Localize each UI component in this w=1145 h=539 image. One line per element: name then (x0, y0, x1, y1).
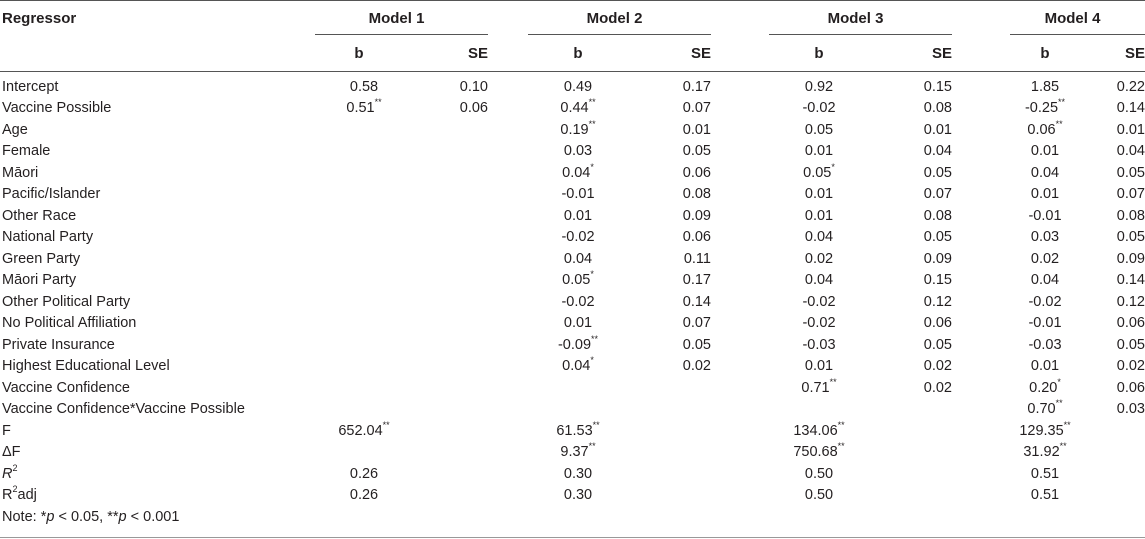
table-row (0, 356, 1145, 378)
cell-m3b: 0.01 (804, 358, 834, 375)
cell-m4b: -0.25** (1024, 97, 1066, 117)
table-row (0, 98, 1145, 120)
cell-m4b: -0.01 (1028, 315, 1062, 332)
cell-m2b: 0.01 (563, 315, 593, 332)
cell-m3b: 0.71** (801, 376, 837, 396)
cell-m1b: 0.26 (349, 465, 379, 482)
cell-m1se (413, 420, 488, 442)
cell-m1b: 0.58 (349, 78, 379, 95)
row-label: ΔF (2, 444, 21, 461)
cell-m2se: 0.01 (682, 121, 711, 138)
cell-m3b: 0.01 (804, 207, 834, 224)
cell-m3b: -0.03 (802, 336, 836, 353)
model-3-header: Model 3 (759, 1, 952, 36)
cell-m2se (638, 399, 711, 421)
cell-m2b: 0.19** (560, 118, 596, 138)
table-body (0, 72, 1145, 507)
cell-m3b: 0.04 (804, 229, 834, 246)
cell-m3b: 0.50 (804, 465, 834, 482)
row-label: Other Race (2, 207, 77, 224)
cell-m3se: 0.05 (923, 164, 952, 181)
cell-m2b: -0.02 (561, 229, 595, 246)
cell-m3b: 0.50 (804, 487, 834, 504)
cell-m4se: 0.05 (1116, 336, 1145, 353)
cell-m1se (413, 442, 488, 464)
cell-m2b (518, 399, 638, 421)
cell-m2b: 0.01 (563, 207, 593, 224)
table-row (0, 377, 1145, 399)
table-note: Note: *p < 0.05, **p < 0.001 (2, 509, 180, 525)
table-row (0, 248, 1145, 270)
cell-m1b (305, 442, 413, 464)
cell-m4b: 0.04 (1030, 164, 1060, 181)
table-row (0, 141, 1145, 163)
row-label: $R^2$ (2, 462, 18, 482)
cell-m1se (413, 377, 488, 399)
cell-m2b: 0.05* (562, 269, 594, 289)
cell-m3b: -0.02 (802, 100, 836, 117)
cell-m3b: -0.02 (802, 315, 836, 332)
cell-m1b (305, 141, 413, 163)
cell-m2b: 0.30 (563, 465, 593, 482)
cell-m4b: -0.03 (1028, 336, 1062, 353)
cell-m4se: 0.05 (1116, 229, 1145, 246)
row-label: Other Political Party (2, 293, 131, 310)
cell-m1se (413, 356, 488, 378)
cell-m2b: 0.04* (562, 161, 594, 181)
cell-m1se (413, 485, 488, 507)
header-row-models (0, 1, 1145, 36)
model-4-header: Model 4 (1000, 1, 1145, 36)
cell-m2b: -0.01 (561, 186, 595, 203)
cell-m3b: 0.92 (804, 78, 834, 95)
cell-m1se: 0.06 (459, 100, 488, 117)
cell-m4se: 0.02 (1116, 358, 1145, 375)
row-label: Private Insurance (2, 336, 115, 353)
cell-m4se: 0.08 (1116, 207, 1145, 224)
cell-m2se (638, 377, 711, 399)
bottom-rule (0, 537, 1145, 538)
table-row (0, 442, 1145, 464)
regressor-header: Regressor (0, 1, 305, 36)
cell-m4se: 0.12 (1116, 293, 1145, 310)
table-row (0, 334, 1145, 356)
cell-m2se: 0.11 (683, 250, 711, 267)
cell-m4se: 0.03 (1116, 401, 1145, 418)
header-row-subcolumns (0, 35, 1145, 72)
cell-m1se (413, 141, 488, 163)
cell-m4b: 0.70** (1027, 398, 1063, 418)
cell-m2b: 9.37** (560, 441, 596, 461)
cell-m2se: 0.06 (682, 164, 711, 181)
cell-m3b: 0.04 (804, 272, 834, 289)
cell-m2b: -0.02 (561, 293, 595, 310)
cell-m1b (305, 399, 413, 421)
model-4-se-header: SE (1080, 35, 1145, 72)
cell-m3b: 750.68** (793, 441, 845, 461)
cell-m2se: 0.07 (682, 315, 711, 332)
cell-m2se (638, 485, 711, 507)
cell-m3b (759, 399, 879, 421)
cell-m4b: 0.01 (1030, 186, 1060, 203)
model-4-b-header: b (1000, 35, 1080, 72)
row-label: F (2, 422, 11, 439)
table-row (0, 119, 1145, 141)
cell-m2b: 0.30 (563, 487, 593, 504)
cell-m1b (305, 377, 413, 399)
cell-m3se: 0.05 (923, 336, 952, 353)
table-row (0, 72, 1145, 98)
cell-m1se (413, 463, 488, 485)
cell-m4se (1080, 442, 1145, 464)
cell-m2se: 0.07 (682, 100, 711, 117)
model-2-b-header: b (518, 35, 638, 72)
row-label: Green Party (2, 250, 81, 267)
cell-m4b: -0.01 (1028, 207, 1062, 224)
cell-m2se: 0.08 (682, 186, 711, 203)
cell-m4b: 1.85 (1030, 78, 1060, 95)
table-row (0, 399, 1145, 421)
cell-m4b: 31.92** (1023, 441, 1067, 461)
cell-m1b (305, 291, 413, 313)
cell-m2se (638, 420, 711, 442)
model-1-se-header: SE (413, 35, 488, 72)
cell-m3se: 0.07 (923, 186, 952, 203)
cell-m3b: 134.06** (793, 419, 845, 439)
cell-m4b: 0.03 (1030, 229, 1060, 246)
cell-m4b: 0.01 (1030, 358, 1060, 375)
cell-m3b: 0.01 (804, 143, 834, 160)
cell-m2se: 0.17 (682, 78, 711, 95)
row-label: Highest Educational Level (2, 358, 170, 375)
cell-m3se (879, 485, 952, 507)
cell-m4se: 0.06 (1116, 379, 1145, 396)
cell-m4b: 0.20* (1029, 376, 1061, 396)
model-1-b-header: b (305, 35, 413, 72)
cell-m2b: 0.03 (563, 143, 593, 160)
cell-m1b (305, 184, 413, 206)
cell-m2se (638, 463, 711, 485)
cell-m2se: 0.05 (682, 336, 711, 353)
cell-m1b (305, 227, 413, 249)
cell-m2b (518, 377, 638, 399)
cell-m1b (305, 162, 413, 184)
table-row (0, 420, 1145, 442)
cell-m4b: 0.04 (1030, 272, 1060, 289)
cell-m2se: 0.14 (682, 293, 711, 310)
cell-m1se (413, 399, 488, 421)
cell-m2se (638, 442, 711, 464)
cell-m4b: 0.01 (1030, 143, 1060, 160)
row-label: Age (2, 121, 28, 138)
cell-m1se (413, 184, 488, 206)
cell-m2se: 0.09 (682, 207, 711, 224)
cell-m1se (413, 270, 488, 292)
cell-m4b: 0.06** (1027, 118, 1063, 138)
cell-m2se: 0.17 (682, 272, 711, 289)
cell-m4se: 0.04 (1116, 143, 1145, 160)
cell-m3se: 0.02 (923, 379, 952, 396)
cell-m1se (413, 119, 488, 141)
cell-m3se: 0.01 (923, 121, 952, 138)
row-label: No Political Affiliation (2, 315, 137, 332)
cell-m2se: 0.02 (682, 358, 711, 375)
cell-m4se: 0.01 (1116, 121, 1145, 138)
cell-m1se (413, 162, 488, 184)
model-2-se-header: SE (638, 35, 711, 72)
row-label: $R^2adj$ (2, 484, 37, 504)
cell-m3b: -0.02 (802, 293, 836, 310)
row-label: National Party (2, 229, 94, 246)
table-row (0, 184, 1145, 206)
cell-m1se (413, 248, 488, 270)
cell-m4se: 0.05 (1116, 164, 1145, 181)
cell-m1se: 0.10 (459, 78, 488, 95)
cell-m4b: 0.51 (1030, 465, 1060, 482)
cell-m2b: 0.04 (563, 250, 593, 267)
model-2-header: Model 2 (518, 1, 711, 36)
cell-m2b: -0.09** (557, 333, 599, 353)
cell-m1b (305, 334, 413, 356)
cell-m4se: 0.09 (1116, 250, 1145, 267)
cell-m4b: 0.51 (1030, 487, 1060, 504)
cell-m2se: 0.05 (682, 143, 711, 160)
model-3-se-header: SE (879, 35, 952, 72)
cell-m1se (413, 227, 488, 249)
cell-m3b: 0.01 (804, 186, 834, 203)
cell-m1b (305, 248, 413, 270)
table-row (0, 313, 1145, 335)
cell-m1se (413, 334, 488, 356)
cell-m1se (413, 205, 488, 227)
table-row (0, 291, 1145, 313)
cell-m3se (879, 463, 952, 485)
cell-m3se: 0.04 (923, 143, 952, 160)
cell-m4se: 0.22 (1116, 78, 1145, 95)
row-label: Female (2, 143, 51, 160)
cell-m3se: 0.06 (923, 315, 952, 332)
cell-m1b (305, 270, 413, 292)
cell-m2b: 0.44** (560, 97, 596, 117)
cell-m3se: 0.05 (923, 229, 952, 246)
row-label: Vaccine Possible (2, 100, 112, 117)
cell-m1b (305, 119, 413, 141)
row-label: Māori (2, 164, 39, 181)
table-row (0, 270, 1145, 292)
cell-m3se (879, 399, 952, 421)
cell-m4b: -0.02 (1028, 293, 1062, 310)
model-1-header: Model 1 (305, 1, 488, 36)
cell-m1b (305, 313, 413, 335)
cell-m4b: 0.02 (1030, 250, 1060, 267)
cell-m3b: 0.02 (804, 250, 834, 267)
cell-m4se: 0.14 (1116, 272, 1145, 289)
cell-m3b: 0.05* (803, 161, 835, 181)
row-label: Vaccine Confidence*Vaccine Possible (2, 401, 245, 418)
cell-m1b: 0.26 (349, 487, 379, 504)
table-row (0, 485, 1145, 507)
cell-m2b: 61.53** (556, 419, 600, 439)
cell-m4se (1080, 463, 1145, 485)
cell-m3se: 0.02 (923, 358, 952, 375)
cell-m2b: 0.04* (562, 355, 594, 375)
cell-m4b: 129.35** (1019, 419, 1071, 439)
row-label: Vaccine Confidence (2, 379, 130, 396)
model-3-b-header: b (759, 35, 879, 72)
cell-m3se (879, 442, 952, 464)
cell-m3se: 0.09 (923, 250, 952, 267)
table-row (0, 463, 1145, 485)
cell-m4se (1080, 485, 1145, 507)
cell-m3se: 0.15 (923, 78, 952, 95)
cell-m3se: 0.15 (923, 272, 952, 289)
cell-m3se: 0.12 (923, 293, 952, 310)
cell-m2se: 0.06 (682, 229, 711, 246)
cell-m1b: 652.04** (338, 419, 390, 439)
cell-m3b: 0.05 (804, 121, 834, 138)
cell-m1b: 0.51** (346, 97, 382, 117)
cell-m1b (305, 205, 413, 227)
row-label: Māori Party (2, 272, 77, 289)
table-row (0, 162, 1145, 184)
cell-m1se (413, 291, 488, 313)
cell-m2b: 0.49 (563, 78, 593, 95)
cell-m3se: 0.08 (923, 207, 952, 224)
cell-m4se (1080, 420, 1145, 442)
cell-m4se: 0.07 (1116, 186, 1145, 203)
row-label: Pacific/Islander (2, 186, 101, 203)
cell-m1b (305, 356, 413, 378)
cell-m1se (413, 313, 488, 335)
cell-m4se: 0.06 (1116, 315, 1145, 332)
table-row (0, 227, 1145, 249)
row-label: Intercept (2, 78, 59, 95)
cell-m4se: 0.14 (1116, 100, 1145, 117)
cell-m3se: 0.08 (923, 100, 952, 117)
cell-m3se (879, 420, 952, 442)
table-row (0, 205, 1145, 227)
